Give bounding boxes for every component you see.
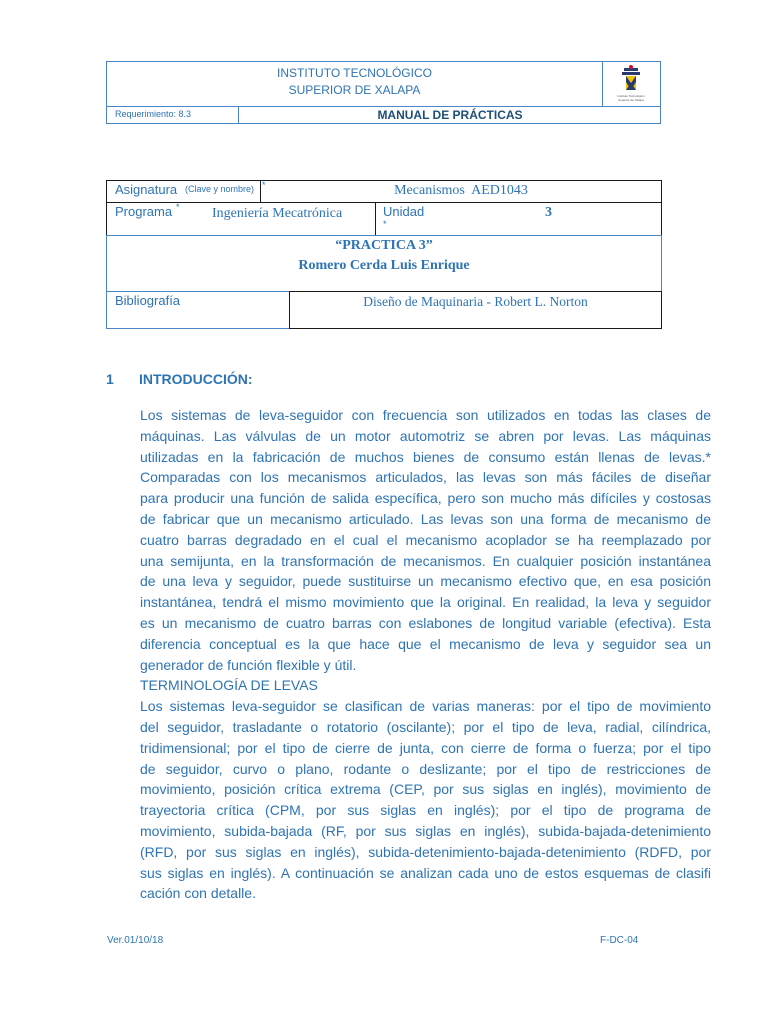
footer-version: Ver.01/10/18 — [107, 935, 164, 946]
section-heading — [106, 371, 253, 387]
bibliography-value: Diseño de Maquinaria - Robert L. Norton — [363, 294, 588, 309]
unit-required-mark: * — [383, 219, 387, 229]
institution-name — [107, 65, 602, 99]
subject-value-cell — [260, 180, 662, 203]
unit-cell — [375, 202, 662, 236]
bibliography-label: Bibliografía — [115, 293, 181, 308]
paragraph-line: cación con detalle. — [140, 885, 256, 902]
paragraph-line: del seguidor, trasladante o rotatorio (oscilante); por el tipo de leva, radial, cilíndrica, — [140, 718, 711, 735]
student-name: Romero Cerda Luis Enrique — [298, 258, 470, 273]
paragraph-line: de una leva y seguidor, puede sustituirse un mecanismo efectivo que, en esa posición — [140, 573, 711, 590]
paragraph-line: máquinas. Las válvulas de un motor automotriz se abren por levas. Las máquinas — [140, 427, 711, 444]
paragraph-line: generador de función flexible y útil. — [140, 656, 357, 673]
institution-line-2: SUPERIOR DE XALAPA — [288, 83, 421, 97]
practice-cell — [106, 235, 662, 292]
footer-code: F-DC-04 — [600, 935, 639, 946]
paragraph-line: una semijunta, en la transformación de mecanismos. En cualquier posición instantánea — [140, 552, 711, 569]
program-value-cell — [201, 202, 376, 236]
itsx-logo-icon — [603, 62, 659, 106]
paragraph-line: instantánea, tendrá el mismo movimiento que la original. En realidad, la leva y seguidor — [140, 594, 711, 611]
paragraph-line: es un mecanismo de cuatro barras con eslabones de longitud variable (efectiva). Esta — [140, 614, 711, 631]
logo-caption: Instituto Tecnológico — [617, 94, 645, 98]
paragraph-line: diferencia conceptual es la que hace que el mecanismo de leva y seguidor sea un — [140, 635, 711, 652]
paragraph-line: movimiento, subida-bajada (RF, por sus siglas en inglés), subida-bajada-detenimiento — [140, 822, 711, 839]
paragraph-line: cuatro barras degradado en el cual el mecanismo acoplador se ha reemplazado por — [140, 531, 711, 548]
document-header — [106, 61, 661, 124]
subject-required-mark: * — [262, 180, 266, 190]
program-value: Ingeniería Mecatrónica — [212, 206, 343, 221]
paragraph-line: movimiento, posición crítica extrema (CEP, por sus siglas en inglés), movimiento de — [140, 781, 711, 798]
paragraph-line: para producir una función de salida específica, pero son mucho más difíciles y costosas — [140, 490, 711, 507]
paragraph-line: trayectoria crítica (CPM, por sus siglas en inglés); por el tipo de programa de — [140, 802, 711, 819]
paragraph-line: (RFD, por sus siglas en inglés), subida-detenimiento-bajada-detenimiento (RDFD, por — [140, 843, 711, 860]
paragraph-line: Los sistemas de leva-seguidor con frecuencia son utilizados en todas las clases de — [140, 407, 711, 423]
practice-title: “PRACTICA 3” — [335, 238, 433, 253]
paragraph-line: de fabricar que un mecanismo articulado. Las levas son una forma de mecanismo de — [140, 510, 711, 527]
institution-line-1: INSTITUTO TECNOLÓGICO — [277, 66, 432, 80]
subject-name: Mecanismos — [394, 183, 465, 198]
unit-label: Unidad — [383, 204, 425, 219]
requirement-label: Requerimiento: 8.3 — [115, 109, 192, 119]
bibliography-label-cell — [106, 291, 290, 329]
subject-sub-label: (Clave y nombre) — [185, 184, 255, 194]
paragraph-line: sus siglas en inglés). A continuación se analizan cada uno de estos esquemas de clasifi — [140, 864, 711, 881]
subject-label: Asignatura — [115, 182, 178, 197]
paragraph-line: tridimensional; por el tipo de cierre de junta, con cierre de forma o fuerza; por el tipo — [140, 739, 711, 756]
bibliography-value-cell — [289, 291, 662, 329]
subject-label-cell — [106, 180, 266, 203]
section-title: INTRODUCCIÓN: — [139, 371, 253, 387]
unit-value: 3 — [545, 205, 552, 220]
svg-text:Superior de Xalapa: Superior de Xalapa — [618, 98, 644, 102]
header-row-2 — [107, 106, 660, 124]
paragraph-line: Comparadas con los mecanismos articulados, las levas son más fáciles de diseñar — [140, 469, 711, 486]
paragraph-line: de seguidor, curvo o plano, rodante o deslizante; por el tipo de restricciones de — [140, 760, 711, 777]
program-label: Programa — [115, 204, 173, 219]
terminology-subheading: TERMINOLOGÍA DE LEVAS — [140, 677, 318, 694]
intro-paragraph — [140, 405, 711, 904]
manual-title: MANUAL DE PRÁCTICAS — [238, 107, 661, 124]
paragraph-line: Los sistemas leva-seguidor se clasifican de varias maneras: por el tipo de movimiento — [140, 698, 711, 715]
logo-cell — [602, 62, 661, 106]
paragraph-line: utilizadas en la fabricación de muchos bienes de consumo están llenas de levas.* — [140, 448, 711, 465]
program-label-cell — [106, 202, 201, 236]
program-required-mark: * — [176, 202, 180, 212]
section-number: 1 — [106, 371, 114, 387]
subject-code: AED1043 — [471, 183, 528, 198]
course-table — [106, 180, 662, 329]
